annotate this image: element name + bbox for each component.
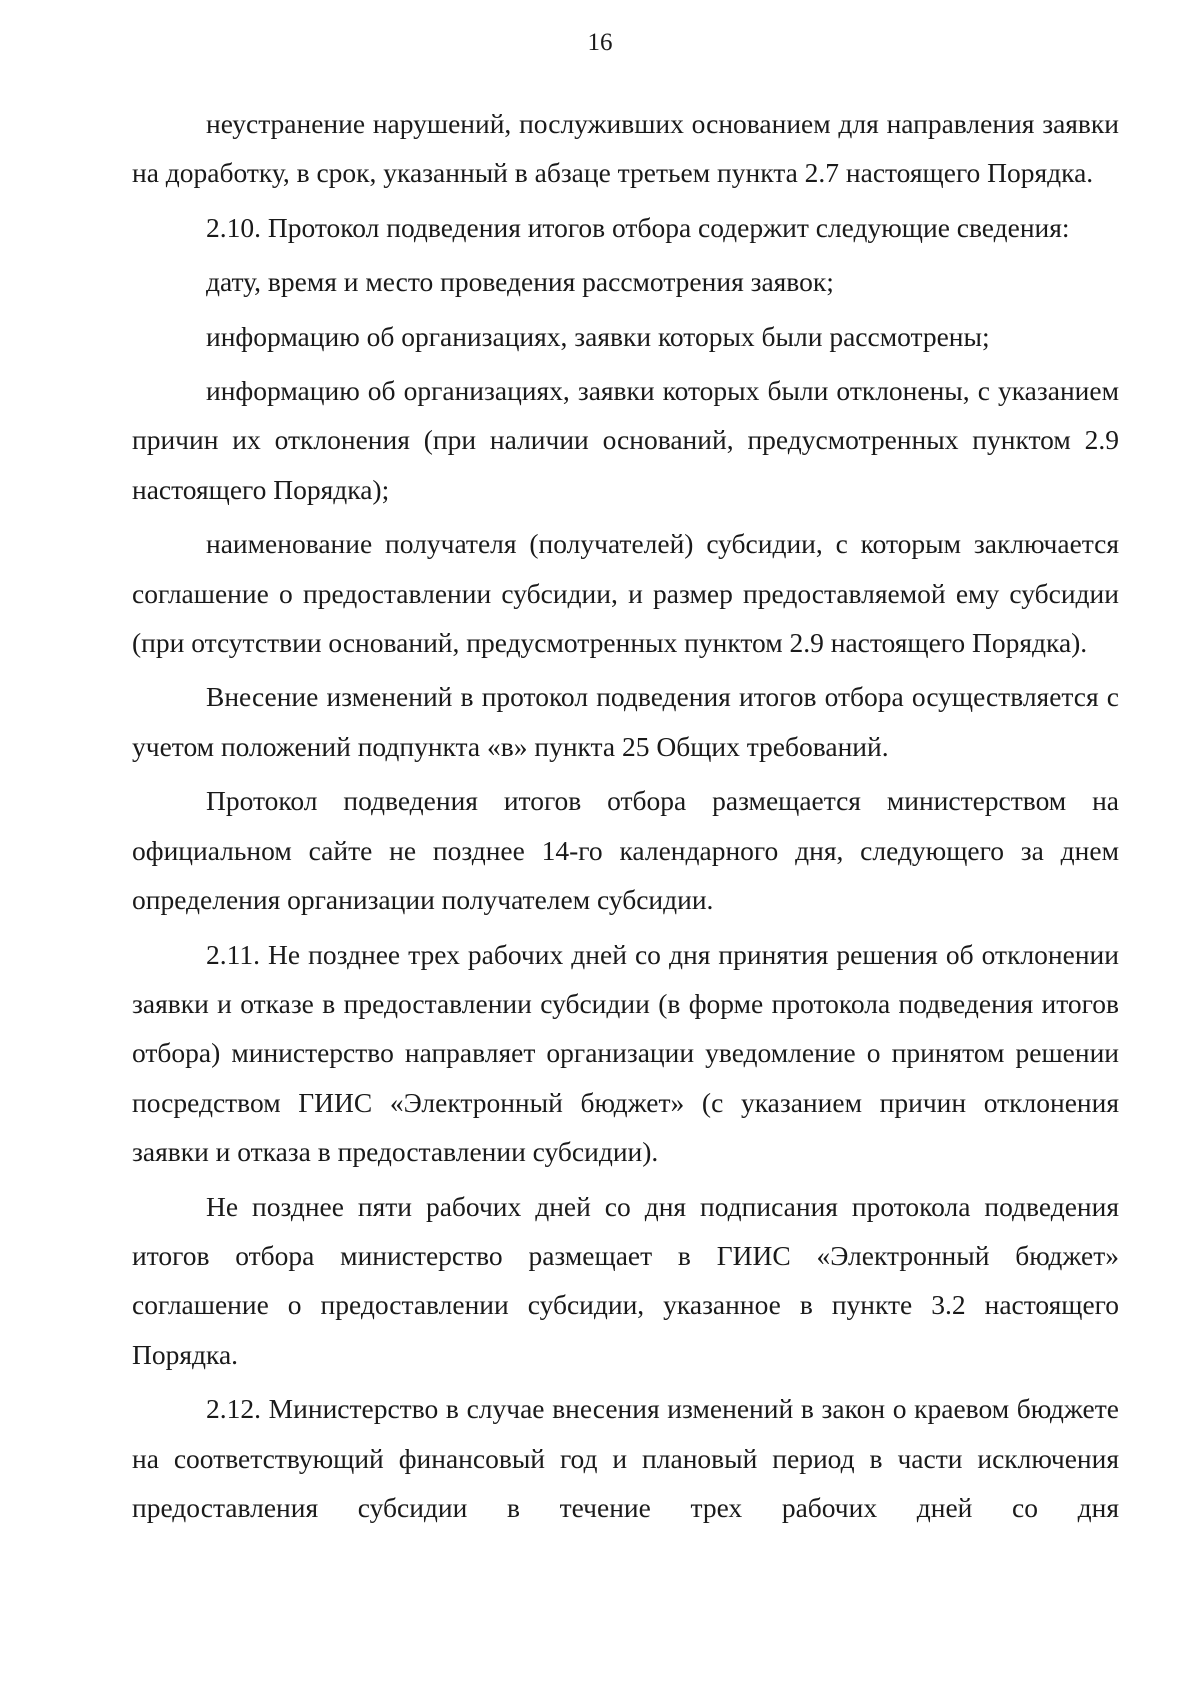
paragraph-recipient-name: наименование получателя (получателей) субсидии, с которым заключается соглашение о предоставлении субсидии, и размер предоставляемой ему субсидии (при отсутствии оснований, предусмотренных пунктом 2.9 настоящего Порядка).	[132, 528, 1119, 659]
paragraph-nonremoval-violations: неустранение нарушений, послуживших основанием для направления заявки на доработку, в срок, указанный в абзаце третьем пункта 2.7 настоящего Порядка.	[132, 108, 1119, 189]
page-number: 16	[587, 29, 613, 56]
paragraph-protocol-publication: Протокол подведения итогов отбора размещается министерством на официальном сайте не позднее 14-го календарного дня, следующего за днем определения организации получателем субсидии.	[132, 785, 1119, 916]
paragraph-2-10-protocol-contents: 2.10. Протокол подведения итогов отбора содержит следующие сведения:	[206, 211, 1070, 243]
paragraph-2-11-rejection-notice: 2.11. Не позднее трех рабочих дней со дня принятия решения об отклонении заявки и отказе в предоставлении субсидии (в форме протокола подведения итогов отбора) министерство направляет организации уведомление о принятом решении посредством ГИИС «Электронный бюджет» (с указанием причин отклонения заявки и отказа в предоставлении субсидии).	[132, 938, 1119, 1168]
paragraph-reviewed-organizations: информацию об организациях, заявки которых были рассмотрены;	[206, 320, 990, 352]
paragraph-agreement-placement: Не позднее пяти рабочих дней со дня подписания протокола подведения итогов отбора министерство размещает в ГИИС «Электронный бюджет» соглашение о предоставлении субсидии, указанное в пункте 3.2 настоящего Порядка.	[132, 1190, 1119, 1370]
paragraph-2-12-budget-changes: 2.12. Министерство в случае внесения изменений в закон о краевом бюджете на соответствующий финансовый год и плановый период в части исключения предоставления субсидии в течение трех рабочих дней со дня	[132, 1393, 1119, 1523]
paragraph-protocol-amendments: Внесение изменений в протокол подведения итогов отбора осуществляется с учетом положений подпункта «в» пункта 25 Общих требований.	[132, 681, 1119, 762]
paragraph-rejected-organizations: информацию об организациях, заявки которых были отклонены, с указанием причин их отклонения (при наличии оснований, предусмотренных пунктом 2.9 настоящего Порядка);	[132, 375, 1119, 505]
document-body	[132, 99, 1119, 1532]
paragraph-date-time-place: дату, время и место проведения рассмотрения заявок;	[206, 266, 834, 298]
